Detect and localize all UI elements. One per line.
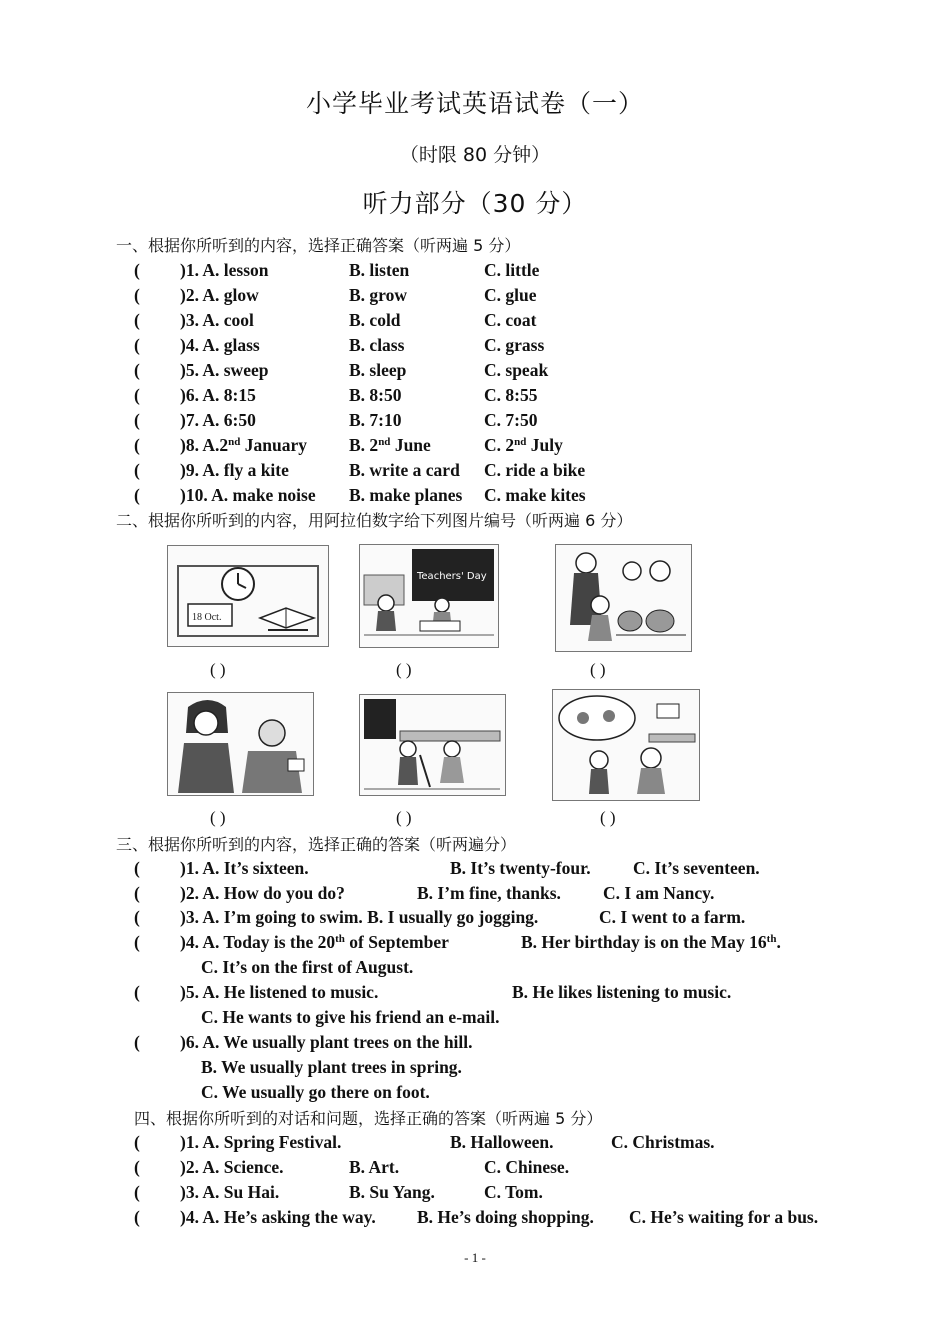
option-a: )3. A. Su Hai.	[180, 1182, 280, 1202]
option-a: )5. A. He listened to music.	[180, 982, 379, 1002]
option-b: B. listen	[349, 260, 410, 280]
s4-question-3	[0, 1182, 950, 1207]
option-a: )4. A. Today is the 20th of September	[180, 932, 449, 952]
s1-question-row	[0, 460, 950, 485]
answer-paren[interactable]: (	[134, 410, 140, 430]
option-b: B. 7:10	[349, 410, 402, 430]
answer-paren[interactable]: (	[134, 1132, 140, 1152]
option-c: C. speak	[484, 360, 549, 380]
section-four-heading: 四、根据你所听到的对话和问题，选择正确的答案（听两遍 5 分）	[134, 1109, 603, 1128]
picture-4-blank[interactable]: ( )	[210, 808, 226, 827]
picture-3-blank[interactable]: ( )	[590, 660, 606, 679]
s1-question-row	[0, 485, 950, 510]
option-a: )2. A. glow	[180, 285, 259, 305]
s1-question-row	[0, 360, 950, 385]
calendar-date-label: 18 Oct.	[192, 612, 222, 623]
section-two-heading: 二、根据你所听到的内容，用阿拉伯数字给下列图片编号（听两遍 6 分）	[116, 511, 633, 530]
answer-paren[interactable]: (	[134, 1182, 140, 1202]
option-c: C. He wants to give his friend an e-mail.	[201, 1007, 500, 1027]
option-b: B. We usually plant trees in spring.	[201, 1057, 462, 1077]
option-c: C. coat	[484, 310, 537, 330]
picture-halloween-family	[555, 544, 692, 652]
answer-paren[interactable]: (	[134, 932, 140, 952]
blackboard-label: Teachers' Day	[417, 571, 487, 582]
option-a: )6. A. We usually plant trees on the hill.	[180, 1032, 473, 1052]
option-c: C. Christmas.	[611, 1132, 715, 1152]
picture-5-blank[interactable]: ( )	[396, 808, 412, 827]
picture-2-blank[interactable]: ( )	[396, 660, 412, 679]
option-a: )10. A. make noise	[180, 485, 316, 505]
picture-mother-grandmother	[167, 692, 314, 796]
picture-calendar-clock	[167, 545, 329, 647]
option-a: )3. A. cool	[180, 310, 254, 330]
option-c: C. 2nd July	[484, 435, 563, 455]
s3-question-1	[0, 858, 950, 883]
listening-part-title: 听力部分（30 分）	[362, 189, 588, 218]
s4-question-4	[0, 1207, 950, 1232]
option-c: C. Tom.	[484, 1182, 543, 1202]
s1-question-row	[0, 410, 950, 435]
option-c: C. ride a bike	[484, 460, 586, 480]
option-b: B. grow	[349, 285, 408, 305]
s1-question-row	[0, 335, 950, 360]
option-c: C. It’s on the first of August.	[201, 957, 414, 977]
s3-question-4	[0, 932, 950, 957]
s4-question-1	[0, 1132, 950, 1157]
answer-paren[interactable]: (	[134, 907, 140, 927]
answer-paren[interactable]: (	[134, 1157, 140, 1177]
answer-paren[interactable]: (	[134, 260, 140, 280]
option-c: C. 7:50	[484, 410, 538, 430]
s3-question-6	[0, 1032, 950, 1057]
option-b: B. 8:50	[349, 385, 402, 405]
option-a: )1. A. It’s sixteen.	[180, 858, 309, 878]
section-one-heading: 一、根据你所听到的内容，选择正确答案（听两遍 5 分）	[116, 236, 521, 255]
s3-question-6-c	[0, 1082, 950, 1107]
option-c: C. 8:55	[484, 385, 538, 405]
answer-paren[interactable]: (	[134, 310, 140, 330]
answer-paren[interactable]: (	[134, 460, 140, 480]
option-b: B. cold	[349, 310, 401, 330]
option-b: B. Su Yang.	[349, 1182, 435, 1202]
s1-question-row	[0, 285, 950, 310]
picture-1-blank[interactable]: ( )	[210, 660, 226, 679]
option-b: B. He’s doing shopping.	[417, 1207, 594, 1227]
option-b: B. He likes listening to music.	[512, 982, 732, 1002]
option-b: B. write a card	[349, 460, 460, 480]
option-a: )2. A. How do you do?	[180, 883, 345, 903]
option-a: )2. A. Science.	[180, 1157, 284, 1177]
s3-question-5	[0, 982, 950, 1007]
time-limit: （时限 80 分钟）	[399, 144, 551, 166]
s1-question-row	[0, 385, 950, 410]
option-c: C. We usually go there on foot.	[201, 1082, 430, 1102]
answer-paren[interactable]: (	[134, 982, 140, 1002]
option-b: B. Halloween.	[450, 1132, 554, 1152]
option-b: B. class	[349, 335, 405, 355]
exam-title: 小学毕业考试英语试卷（一）	[305, 89, 644, 118]
s4-question-2	[0, 1157, 950, 1182]
s3-question-3	[0, 907, 950, 932]
picture-6-blank[interactable]: ( )	[600, 808, 616, 827]
option-b: B. Art.	[349, 1157, 400, 1177]
answer-paren[interactable]: (	[134, 335, 140, 355]
s3-question-4-cont	[0, 957, 950, 982]
answer-paren[interactable]: (	[134, 858, 140, 878]
option-a: )6. A. 8:15	[180, 385, 256, 405]
option-c: C. make kites	[484, 485, 586, 505]
option-c: C. Chinese.	[484, 1157, 570, 1177]
option-b: B. 2nd June	[349, 435, 431, 455]
section-three-heading: 三、根据你所听到的内容，选择正确的答案（听两遍分）	[116, 835, 517, 854]
answer-paren[interactable]: (	[134, 1032, 140, 1052]
option-a: )9. A. fly a kite	[180, 460, 289, 480]
option-a: )7. A. 6:50	[180, 410, 256, 430]
s1-question-row	[0, 435, 950, 460]
option-b: B. Her birthday is on the May 16th.	[521, 932, 781, 952]
option-b: B. sleep	[349, 360, 407, 380]
option-c: C. He’s waiting for a bus.	[629, 1207, 819, 1227]
s3-question-5-cont	[0, 1007, 950, 1032]
picture-teachers-day	[359, 544, 499, 648]
option-b: B. I’m fine, thanks.	[417, 883, 561, 903]
option-a: )1. A. Spring Festival.	[180, 1132, 342, 1152]
answer-paren[interactable]: (	[134, 285, 140, 305]
option-c: C. It’s seventeen.	[633, 858, 760, 878]
answer-paren[interactable]: (	[134, 385, 140, 405]
option-c: C. I went to a farm.	[599, 907, 746, 927]
option-a: )5. A. sweep	[180, 360, 269, 380]
answer-paren[interactable]: (	[134, 883, 140, 903]
option-c: C. little	[484, 260, 540, 280]
answer-paren[interactable]: (	[134, 435, 140, 455]
option-c: C. grass	[484, 335, 545, 355]
option-a: )1. A. lesson	[180, 260, 269, 280]
answer-paren[interactable]: (	[134, 1207, 140, 1227]
picture-children-talking	[552, 689, 700, 801]
option-a-b: )3. A. I’m going to swim. B. I usually go jogging.	[180, 907, 539, 927]
page-number: - 1 -	[464, 1250, 486, 1265]
s3-question-6-b	[0, 1057, 950, 1082]
answer-paren[interactable]: (	[134, 485, 140, 505]
option-c: C. glue	[484, 285, 537, 305]
option-a: )4. A. glass	[180, 335, 260, 355]
option-a: )4. A. He’s asking the way.	[180, 1207, 376, 1227]
s1-question-row	[0, 310, 950, 335]
s3-question-2	[0, 883, 950, 908]
picture-classroom-cleaning	[359, 694, 506, 796]
answer-paren[interactable]: (	[134, 360, 140, 380]
s1-question-row	[0, 260, 950, 285]
option-a: )8. A.2nd January	[180, 435, 307, 455]
option-b: B. make planes	[349, 485, 463, 505]
option-b: B. It’s twenty-four.	[450, 858, 591, 878]
option-c: C. I am Nancy.	[603, 883, 715, 903]
